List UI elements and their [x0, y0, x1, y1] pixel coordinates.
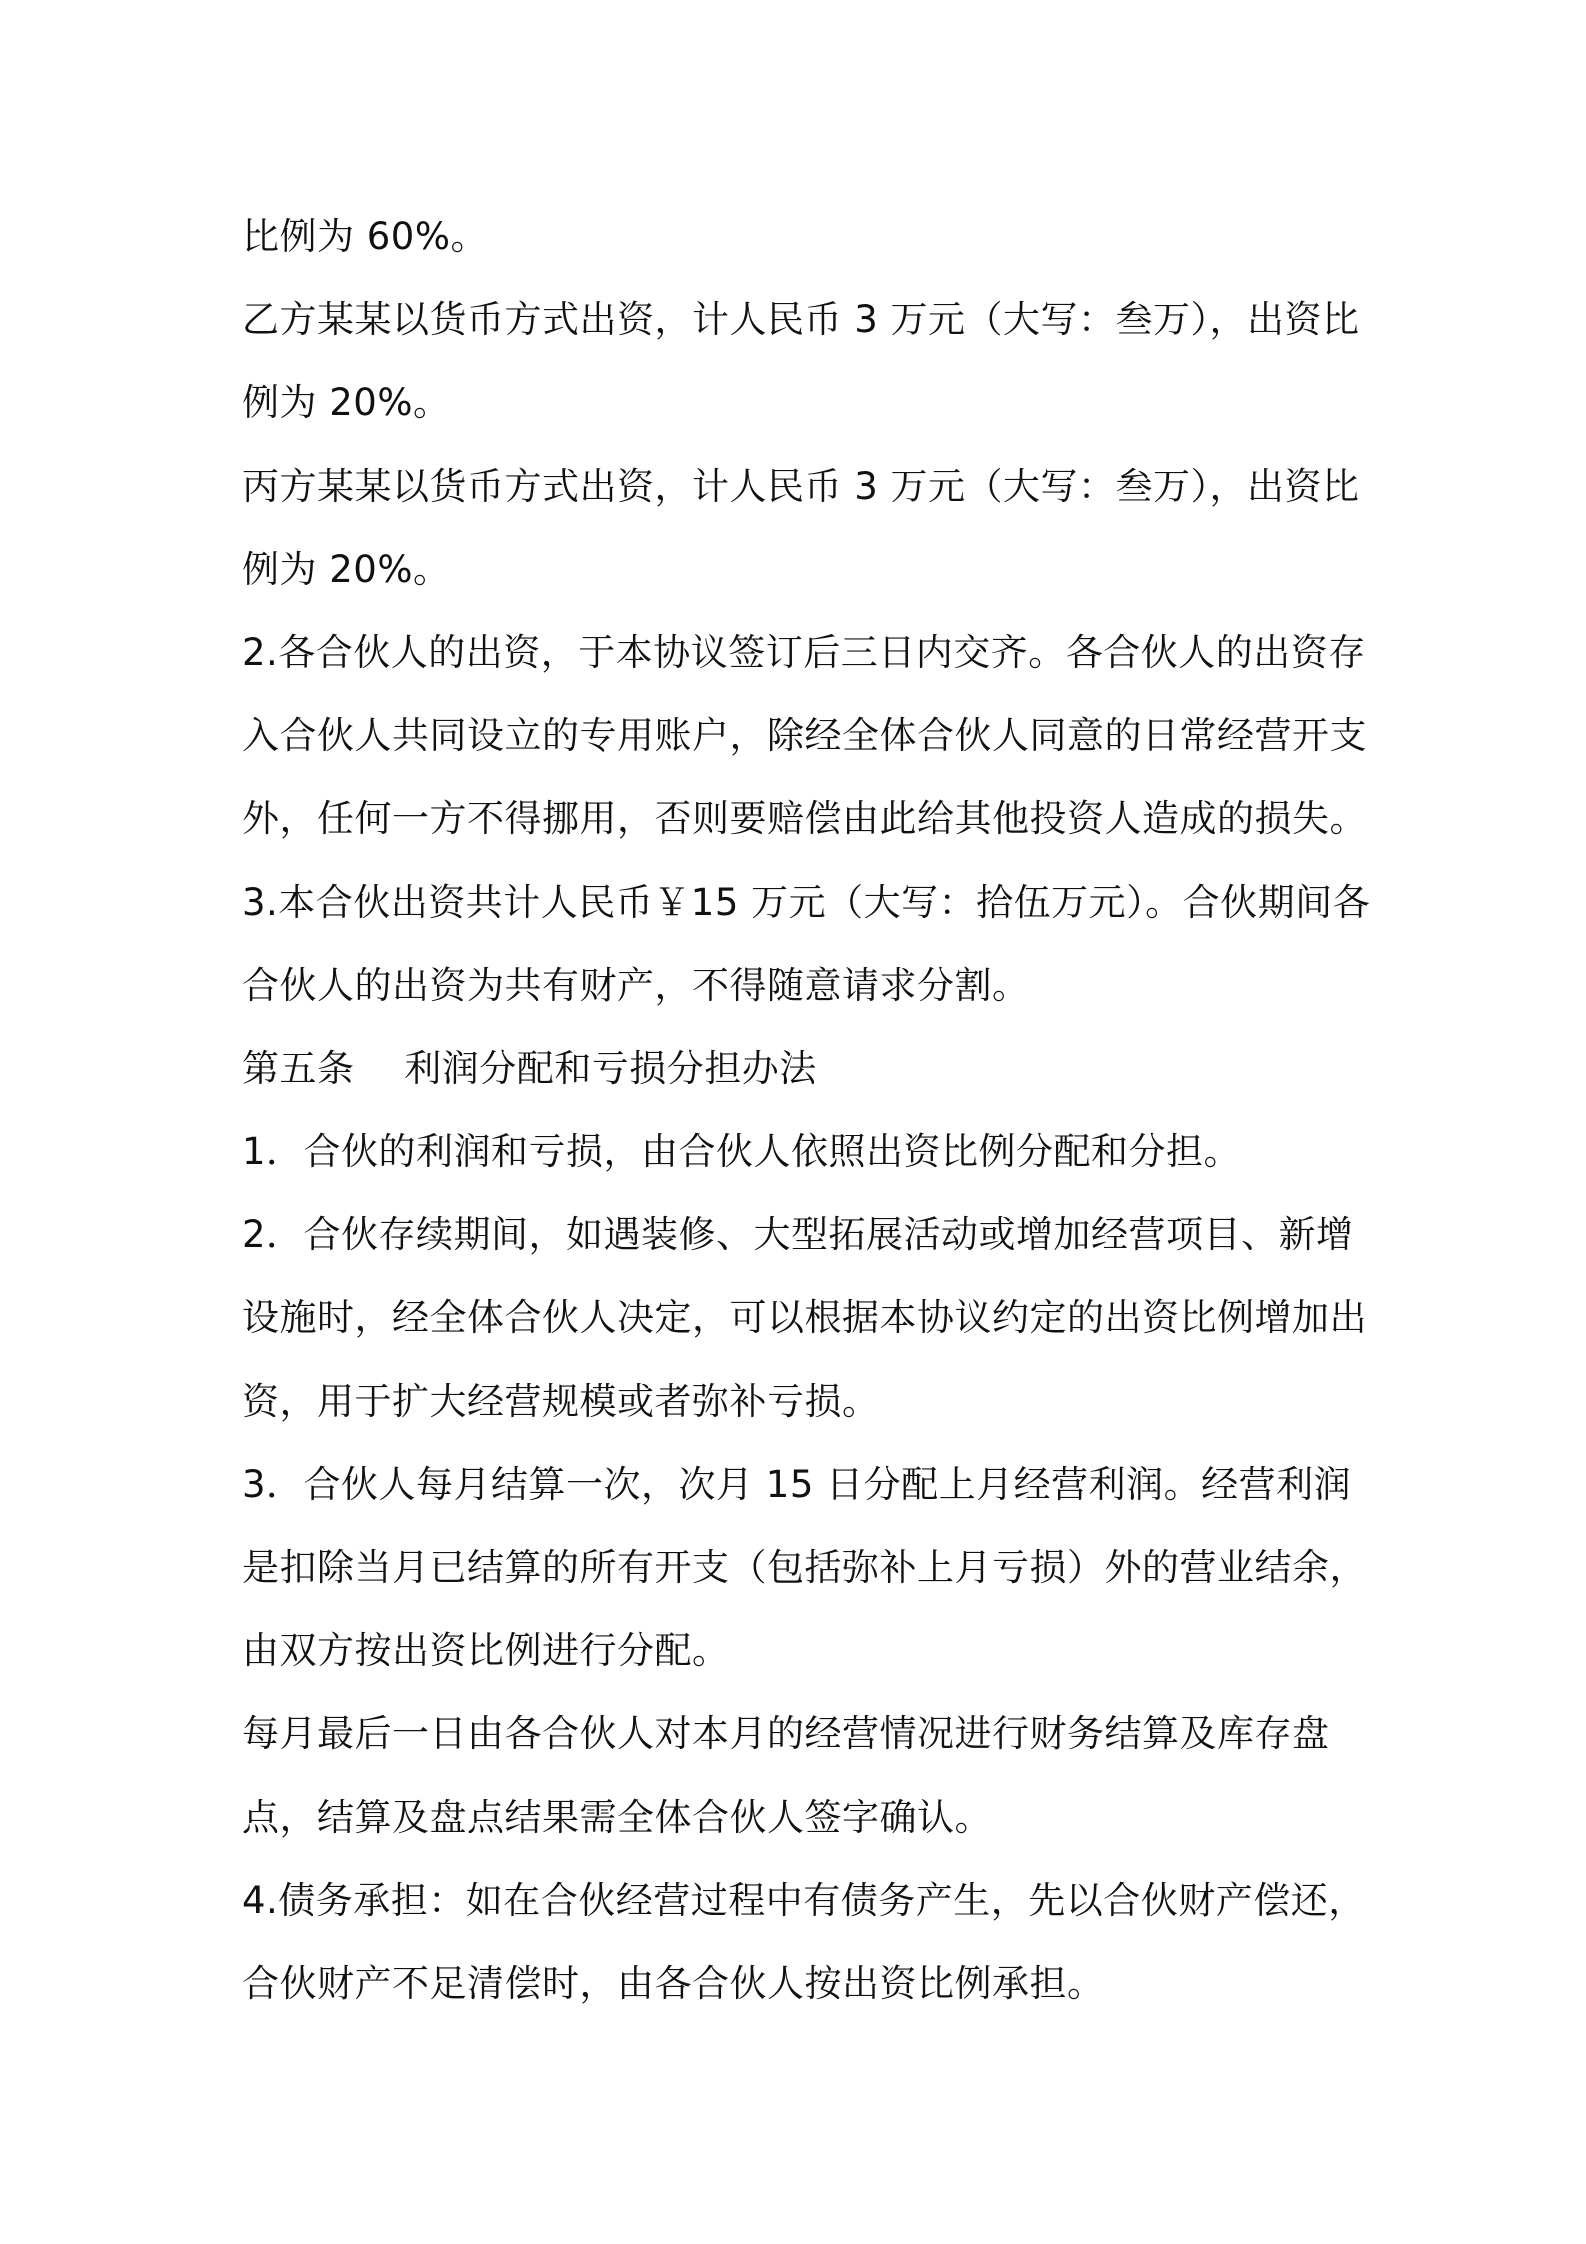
text-line: 3．合伙人每月结算一次，次月 15 日分配上月经营利润。经营利润	[242, 1462, 1352, 1506]
text-line: 乙方某某以货币方式出资，计人民币 3 万元（大写：叁万），出资比	[242, 298, 1360, 342]
text-line: 点，结算及盘点结果需全体合伙人签字确认。	[242, 1795, 992, 1839]
text-line: 例为 20%。	[242, 381, 451, 425]
text-line: 是扣除当月已结算的所有开支（包括弥补上月亏损）外的营业结余，	[242, 1546, 1367, 1589]
text-line: 外，任何一方不得挪用，否则要赔偿由此给其他投资人造成的损失。	[242, 797, 1367, 841]
text-line: 4.债务承担：如在合伙经营过程中有债务产生，先以合伙财产偿还，	[242, 1878, 1366, 1922]
text-line: 合伙人的出资为共有财产，不得随意请求分割。	[242, 963, 1030, 1007]
document-body	[242, 195, 1372, 2025]
text-line: 3.本合伙出资共计人民币￥15 万元（大写：拾伍万元）。合伙期间各	[242, 880, 1371, 924]
text-line: 2.各合伙人的出资，于本协议签订后三日内交齐。各合伙人的出资存	[242, 630, 1366, 674]
section-heading: 第五条 利润分配和亏损分担办法	[242, 1046, 817, 1090]
text-line: 1．合伙的利润和亏损，由合伙人依照出资比例分配和分担。	[242, 1130, 1242, 1174]
text-line: 例为 20%。	[242, 547, 451, 591]
text-line: 合伙财产不足清偿时，由各合伙人按出资比例承担。	[242, 1961, 1105, 2005]
text-line: 设施时，经全体合伙人决定，可以根据本协议约定的出资比例增加出	[242, 1296, 1367, 1340]
text-line: 由双方按出资比例进行分配。	[242, 1629, 730, 1673]
text-line: 比例为 60%。	[242, 215, 488, 258]
text-line: 每月最后一日由各合伙人对本月的经营情况进行财务结算及库存盘	[242, 1712, 1330, 1756]
text-line: 2．合伙存续期间，如遇装修、大型拓展活动或增加经营项目、新增	[242, 1213, 1354, 1257]
text-line: 资，用于扩大经营规模或者弥补亏损。	[242, 1379, 880, 1423]
text-line: 丙方某某以货币方式出资，计人民币 3 万元（大写：叁万），出资比	[242, 464, 1360, 508]
text-line: 入合伙人共同设立的专用账户，除经全体合伙人同意的日常经营开支	[242, 714, 1367, 758]
